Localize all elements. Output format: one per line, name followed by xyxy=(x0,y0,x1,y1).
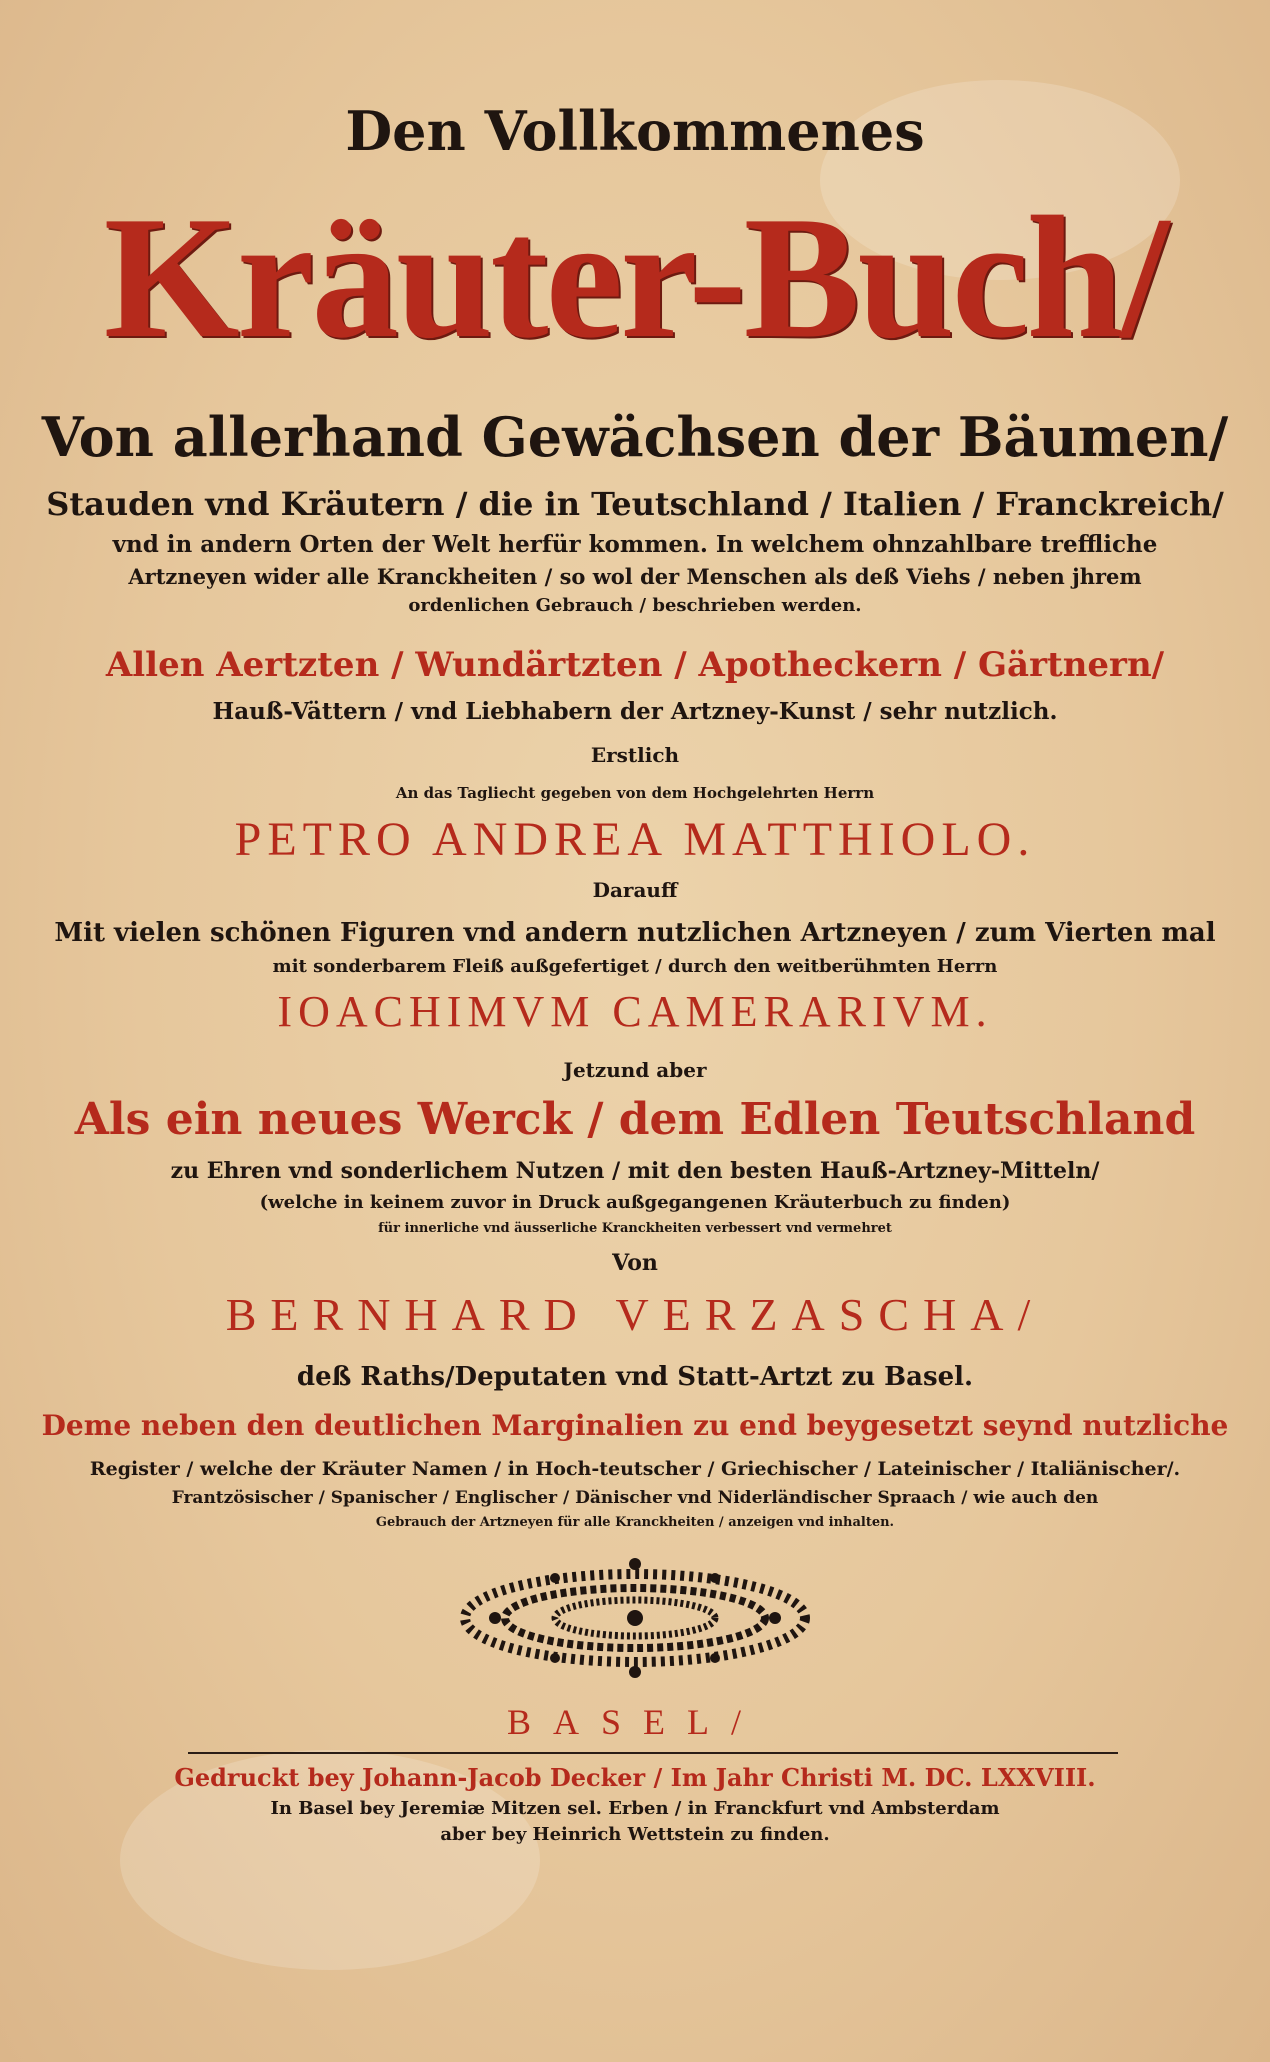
register-line-4: Gebrauch der Artzneyen für alle Kranckheiten / anzeigen vnd inhalten. xyxy=(375,1515,895,1530)
imprint-rule xyxy=(188,1752,1118,1754)
description-line-2: vnd in andern Orten der Welt herfür kommen. In welchem ohnzahlbare treffliche xyxy=(112,531,1158,558)
new-work-line-4: für innerliche vnd äusserliche Kranckheiten verbessert vnd vermehret xyxy=(378,1221,892,1236)
author-camerarius: IOACHIMVM CAMERARIVM. xyxy=(277,987,993,1036)
by-label: Von xyxy=(612,1250,658,1276)
imprint-line-2: In Basel bey Jeremiæ Mitzen sel. Erben / in Franckfurt vnd Ambsterdam xyxy=(270,1798,1000,1819)
thereupon-label: Darauff xyxy=(592,878,678,902)
printers-flower-ornament-icon xyxy=(455,1556,815,1681)
camerarius-line-2: mit sonderbarem Fleiß außgefertiget / durch den weitberühmten Herrn xyxy=(272,956,998,977)
imprint-line-1: Gedruckt bey Johann-Jacob Decker / Im Jahr Christi M. DC. LXXVIII. xyxy=(174,1763,1096,1792)
main-title: Kräuter-Buch/ xyxy=(103,180,1167,374)
register-line-3: Frantzösischer / Spanischer / Englischer / Dänischer vnd Niderländischer Spraach / wie auch den xyxy=(171,1488,1099,1508)
firstly-label: Erstlich xyxy=(590,743,680,767)
verzascha-title: deß Raths/Deputaten vnd Statt-Artzt zu Basel. xyxy=(296,1362,974,1392)
camerarius-line-1: Mit vielen schönen Figuren vnd andern nutzlichen Artzneyen / zum Vierten mal xyxy=(54,918,1216,948)
title-line-1: Den Vollkommenes xyxy=(345,99,925,163)
first-edition-line: An das Tagliecht gegeben von dem Hochgelehrten Herrn xyxy=(395,784,875,802)
subtitle-line: Von allerhand Gewächsen der Bäumen/ xyxy=(41,405,1229,469)
now-label: Jetzund aber xyxy=(563,1058,707,1082)
description-line-1: Stauden vnd Kräutern / die in Teutschland / Italien / Franckreich/ xyxy=(46,485,1224,523)
author-matthiolus: PETRO ANDREA MATTHIOLO. xyxy=(234,813,1036,866)
description-line-4: ordenlichen Gebrauch / beschrieben werden. xyxy=(408,595,862,616)
audience-line-2: Hauß-Vättern / vnd Liebhabern der Artzney-Kunst / sehr nutzlich. xyxy=(212,698,1058,725)
place-basel: BASEL/ xyxy=(506,1702,763,1742)
description-line-3: Artzneyen wider alle Kranckheiten / so wol der Menschen als deß Viehs / neben jhrem xyxy=(128,564,1142,589)
new-work-line-3: (welche in keinem zuvor in Druck außgegangenen Kräuterbuch zu finden) xyxy=(259,1192,1011,1213)
register-line-2: Register / welche der Kräuter Namen / in Hoch-teutscher / Griechischer / Lateinischer / Italiänischer/. xyxy=(89,1458,1181,1480)
imprint-line-3: aber bey Heinrich Wettstein zu finden. xyxy=(440,1824,830,1845)
audience-line: Allen Aertzten / Wundärtzten / Apotheckern / Gärtnern/ xyxy=(105,645,1165,685)
register-line-1: Deme neben den deutlichen Marginalien zu end beygesetzt seynd nutzliche xyxy=(41,1409,1229,1442)
author-verzascha: BERNHARD VERZASCHA/ xyxy=(225,1289,1045,1340)
new-work-line-2: zu Ehren vnd sonderlichem Nutzen / mit den besten Hauß-Artzney-Mitteln/ xyxy=(170,1158,1100,1184)
new-work-line: Als ein neues Werck / dem Edlen Teutschland xyxy=(74,1094,1196,1145)
